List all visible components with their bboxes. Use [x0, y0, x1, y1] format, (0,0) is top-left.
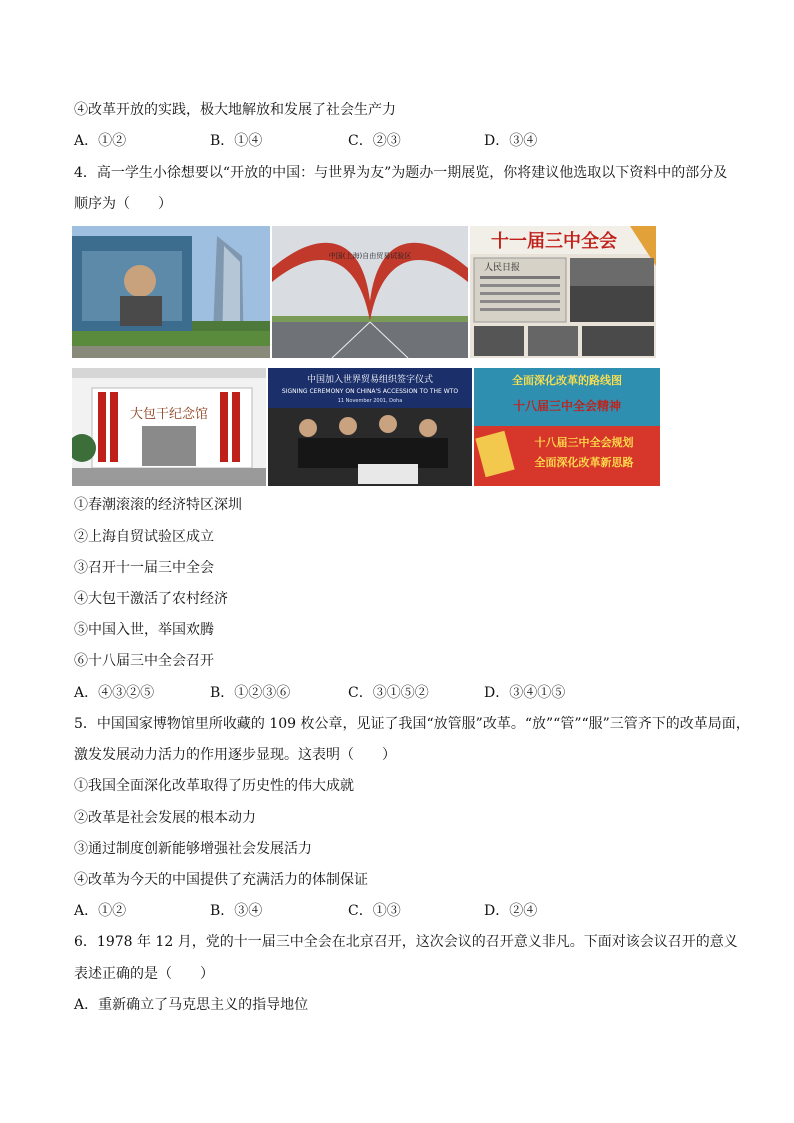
- plenum18-box2: 全面深化改革新思路: [534, 456, 634, 469]
- q5-stem-line-2: 激发发展动力活力的作用逐步显现。这表明（ ）: [74, 747, 396, 763]
- q3-option-a[interactable]: A．①②: [74, 133, 127, 149]
- q5-item-4: ④改革为今天的中国提供了充满活力的体制保证: [74, 872, 368, 888]
- photo-shanghai-pilot-zone: [272, 226, 468, 358]
- q6-stem-line-2: 表述正确的是（ ）: [74, 966, 214, 982]
- q5-stem-line-1: 5．中国国家博物馆里所收藏的 109 枚公章，见证了我国“放管服”改革。“放”“管”“服”三管齐下的改革局面，: [74, 716, 750, 732]
- pilot-zone-arch-text: 中国(上海)自由贸易试验区: [328, 252, 412, 260]
- q3-option-b[interactable]: B．①④: [210, 133, 263, 149]
- q4-item-3: ③召开十一届三中全会: [74, 560, 214, 576]
- newspaper-head: 人民日报: [484, 263, 521, 273]
- dabaogan-sign: 大包干纪念馆: [129, 407, 209, 422]
- q5-item-3: ③通过制度创新能够增强社会发展活力: [74, 841, 312, 857]
- plenum18-top: 全面深化改革的路线图: [512, 374, 622, 387]
- q5-option-b[interactable]: B．③④: [210, 903, 263, 919]
- q5-item-2: ②改革是社会发展的根本动力: [74, 810, 256, 826]
- q4-option-d[interactable]: D．③④①⑤: [484, 685, 566, 701]
- q4-item-1: ①春潮滚滚的经济特区深圳: [74, 497, 242, 513]
- q4-item-5: ⑤中国入世，举国欢腾: [74, 622, 214, 638]
- q3-option-d[interactable]: D．③④: [484, 133, 538, 149]
- q4-option-a[interactable]: A．④③②⑤: [74, 685, 155, 701]
- q5-option-a[interactable]: A．①②: [74, 903, 127, 919]
- q5-option-d[interactable]: D．②④: [484, 903, 538, 919]
- q3-item-4: ④改革开放的实践，极大地解放和发展了社会生产力: [74, 102, 396, 118]
- q4-item-4: ④大包干激活了农村经济: [74, 591, 228, 607]
- photo-eleventh-third-plenum: [470, 226, 656, 358]
- wto-date: 11 November 2001, Doha: [337, 398, 403, 404]
- wto-title-cn: 中国加入世界贸易组织签字仪式: [306, 375, 434, 385]
- photo-eighteenth-third-plenum: [474, 368, 660, 486]
- photo-shenzhen: [72, 226, 270, 358]
- plenum18-box1: 十八届三中全会规划: [534, 436, 634, 449]
- q4-item-6: ⑥十八届三中全会召开: [74, 653, 214, 669]
- q5-item-1: ①我国全面深化改革取得了历史性的伟大成就: [74, 778, 354, 794]
- photo-wto-accession: [268, 368, 472, 486]
- q4-stem-line-2: 顺序为（ ）: [74, 196, 172, 212]
- q4-stem-line-1: 4．高一学生小徐想要以“开放的中国：与世界为友”为题办一期展览，你将建议他选取以下资料中的部分及: [74, 165, 728, 181]
- q3-option-c[interactable]: C．②③: [348, 133, 401, 149]
- plenum18-sub: 十八届三中全会精神: [512, 399, 622, 413]
- q4-option-b[interactable]: B．①②③⑥: [210, 685, 291, 701]
- third-plenum-title: 十一届三中全会: [491, 231, 617, 252]
- q6-option-a[interactable]: A．重新确立了马克思主义的指导地位: [74, 997, 309, 1013]
- q6-stem-line-1: 6．1978 年 12 月，党的十一届三中全会在北京召开，这次会议的召开意义非凡。下面对该会议召开的意义: [74, 934, 738, 950]
- q5-option-c[interactable]: C．①③: [348, 903, 401, 919]
- wto-title-en: SIGNING CEREMONY ON CHINA'S ACCESSION TO THE WTO: [281, 388, 459, 395]
- photo-dabaogan-memorial: [72, 368, 266, 486]
- q4-option-c[interactable]: C．③①⑤②: [348, 685, 429, 701]
- q4-item-2: ②上海自贸试验区成立: [74, 529, 214, 545]
